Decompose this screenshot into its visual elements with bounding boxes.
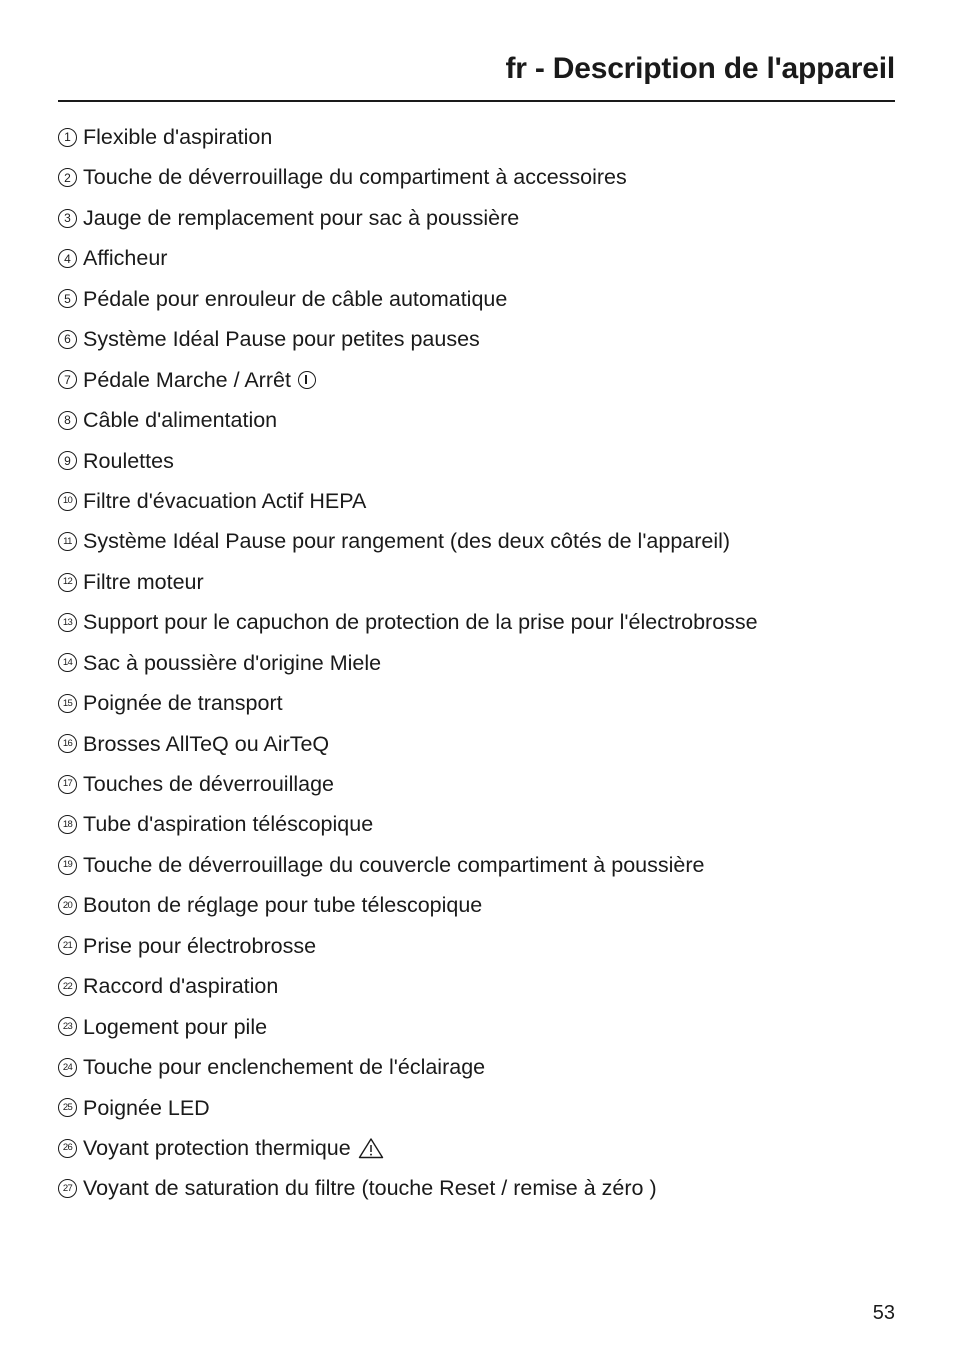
item-label: Câble d'alimentation [83,408,278,433]
page-header [58,48,895,102]
page-title: fr - Description de l'appareil [505,52,895,85]
item-number-badge: 13 [58,613,77,632]
item-label: Tube d'aspiration téléscopique [83,812,374,837]
list-item [58,157,898,197]
item-label: Voyant de saturation du filtre (touche Reset / remise à zéro ) [83,1176,657,1201]
item-number-badge: 9 [58,451,77,470]
item-number-badge: 5 [58,289,77,308]
list-item [58,602,898,642]
item-label: Poignée de transport [83,691,283,716]
item-number-badge: 14 [58,653,77,672]
item-label: Roulettes [83,448,174,473]
list-item [58,521,898,561]
item-number-badge: 1 [58,128,77,147]
list-item [58,400,898,440]
list-item [58,198,898,238]
item-number-badge: 11 [58,532,77,551]
warning-icon [358,1137,384,1159]
list-item [58,643,898,683]
item-label: Jauge de remplacement pour sac à poussière [83,205,520,230]
item-label: Pédale Marche / Arrêt [83,367,291,392]
item-number-badge: 2 [58,168,77,187]
item-number-badge: 19 [58,856,77,875]
item-label: Pédale pour enrouleur de câble automatique [83,286,508,311]
item-label: Filtre d'évacuation Actif HEPA [83,488,367,513]
item-number-badge: 16 [58,734,77,753]
item-label: Voyant protection thermique [83,1135,351,1160]
item-number-badge: 18 [58,815,77,834]
item-number-badge: 3 [58,209,77,228]
item-number-badge: 25 [58,1098,77,1117]
item-label: Sac à poussière d'origine Miele [83,650,382,675]
item-label: Support pour le capuchon de protection de la prise pour l'électrobrosse [83,610,758,635]
item-label: Raccord d'aspiration [83,974,279,999]
item-number-badge: 27 [58,1179,77,1198]
list-item [58,441,898,481]
list-item [58,764,898,804]
item-number-badge: 12 [58,573,77,592]
item-label: Bouton de réglage pour tube télescopique [83,893,483,918]
item-label: Touche de déverrouillage du couvercle compartiment à poussière [83,852,705,877]
item-number-badge: 26 [58,1139,77,1158]
list-item [58,966,898,1006]
power-icon [298,371,316,389]
item-number-badge: 8 [58,411,77,430]
item-number-badge: 17 [58,775,77,794]
list-item [58,1007,898,1047]
list-item [58,845,898,885]
list-item [58,885,898,925]
list-item [58,562,898,602]
item-label: Filtre moteur [83,569,204,594]
page-number: 53 [872,1302,895,1324]
list-item [58,279,898,319]
item-label: Flexible d'aspiration [83,125,273,149]
item-number-badge: 7 [58,370,77,389]
list-item [58,683,898,723]
list-item [58,724,898,764]
item-number-badge: 15 [58,694,77,713]
list-item [58,117,898,157]
item-number-badge: 6 [58,330,77,349]
list-item [58,1168,898,1208]
list-item [58,1088,898,1128]
item-number-badge: 22 [58,977,77,996]
item-label: Touche pour enclenchement de l'éclairage [83,1055,486,1080]
item-number-badge: 10 [58,492,77,511]
list-item [58,1128,898,1168]
item-label: Poignée LED [83,1095,210,1120]
list-item [58,360,898,400]
component-list [58,117,898,1209]
item-number-badge: 21 [58,936,77,955]
item-label: Logement pour pile [83,1014,268,1039]
item-label: Prise pour électrobrosse [83,933,317,958]
item-label: Touches de déverrouillage [83,772,334,796]
list-item [58,926,898,966]
item-number-badge: 4 [58,249,77,268]
item-label: Système Idéal Pause pour petites pauses [83,327,480,352]
item-number-badge: 20 [58,896,77,915]
item-number-badge: 23 [58,1017,77,1036]
list-item [58,1047,898,1087]
list-item [58,319,898,359]
item-label: Touche de déverrouillage du compartiment à accessoires [83,165,627,190]
item-label: Système Idéal Pause pour rangement (des deux côtés de l'appareil) [83,529,731,554]
item-label: Afficheur [83,246,168,271]
item-label: Brosses AllTeQ ou AirTeQ [83,731,330,756]
list-item [58,238,898,278]
item-number-badge: 24 [58,1058,77,1077]
list-item [58,804,898,844]
list-item [58,481,898,521]
